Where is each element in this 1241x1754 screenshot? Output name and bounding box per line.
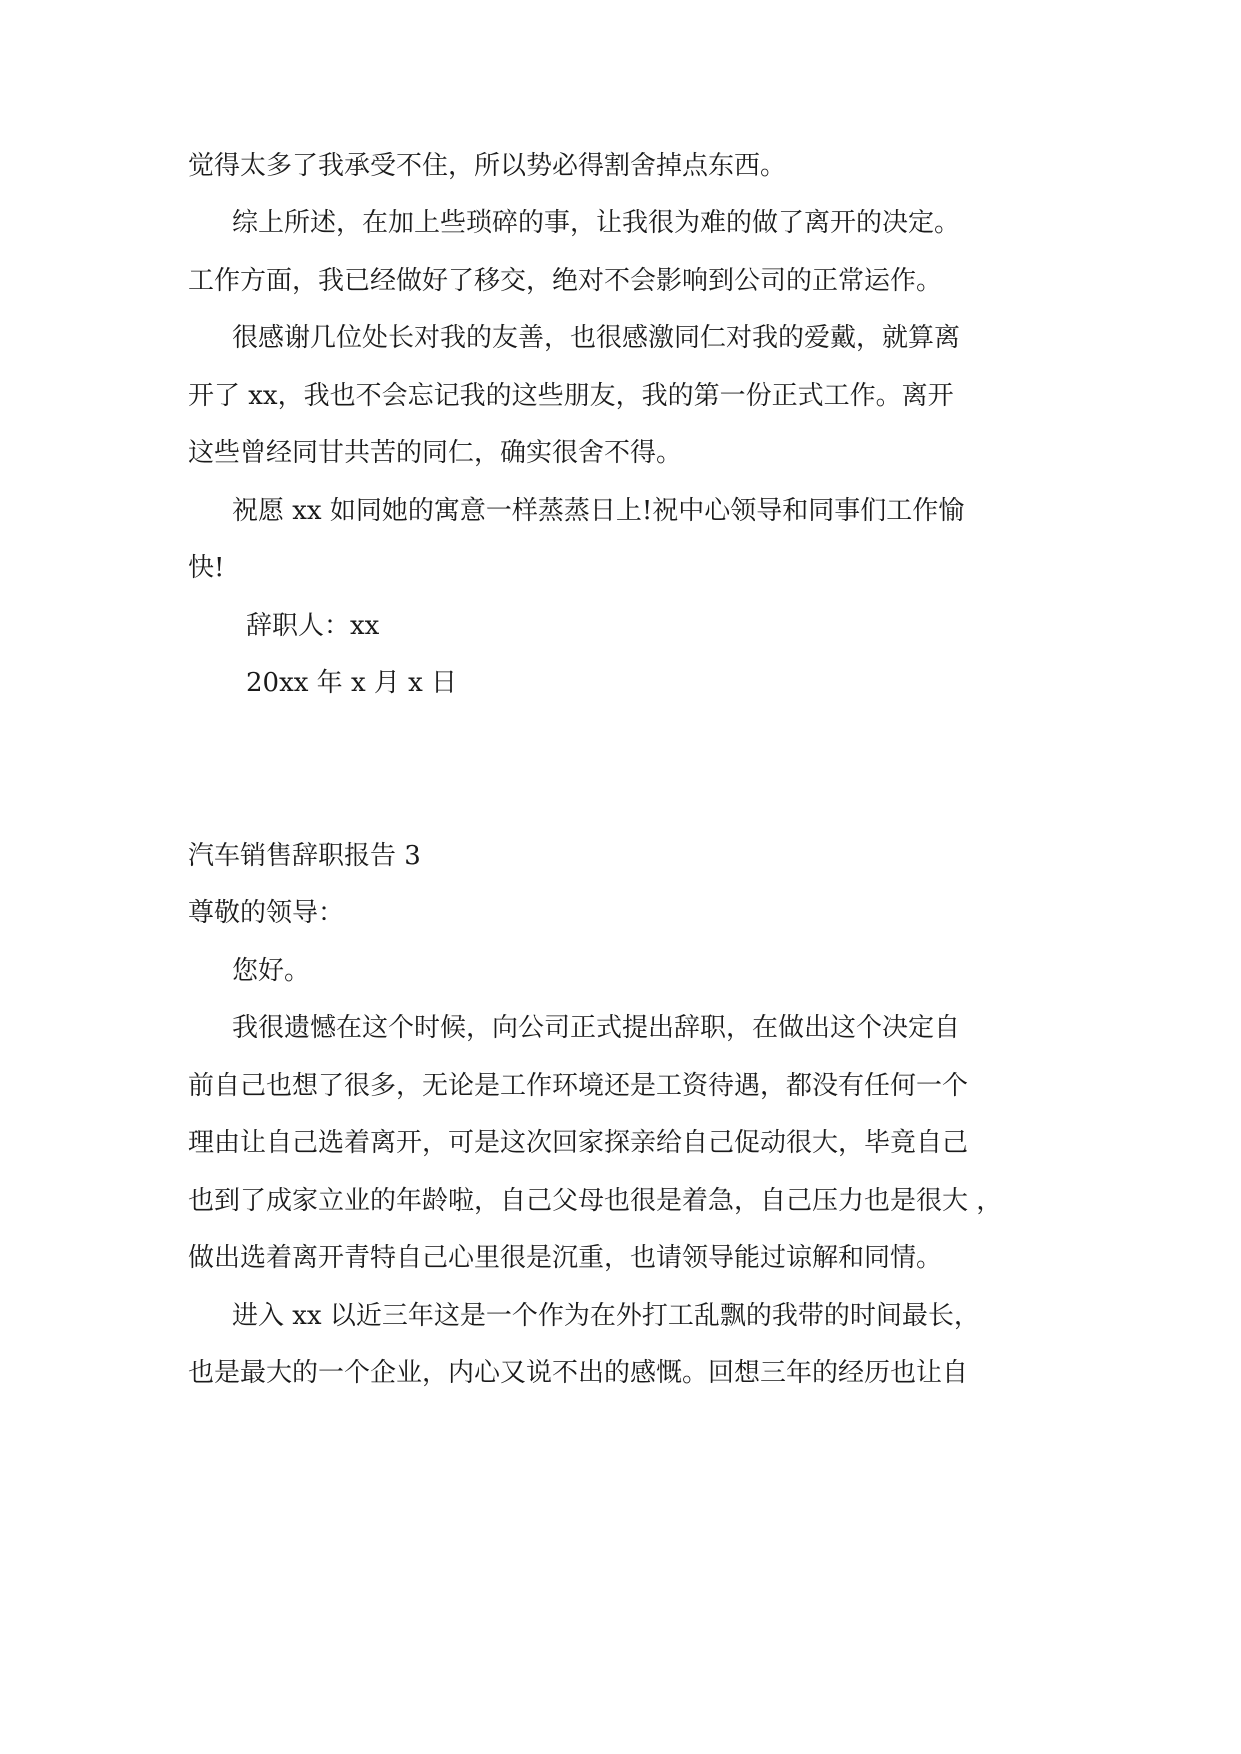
- section-title: 汽车销售辞职报告 3: [188, 841, 421, 871]
- paragraph-line: 进入 xx 以近三年这是一个作为在外打工乱飘的我带的时间最长，: [232, 1301, 980, 1331]
- signature-name: 辞职人：xx: [246, 611, 380, 641]
- paragraph-line: 这些曾经同甘共苦的同仁，确实很舍不得。: [188, 438, 683, 468]
- signature-date: 20xx 年 x 月 x 日: [246, 668, 458, 698]
- paragraph-line: 祝愿 xx 如同她的寓意一样蒸蒸日上!祝中心领导和同事们工作愉: [232, 496, 965, 526]
- paragraph-line: 很感谢几位处长对我的友善，也很感激同仁对我的爱戴，就算离: [232, 323, 961, 353]
- paragraph-line: 我很遗憾在这个时候，向公司正式提出辞职，在做出这个决定自: [232, 1013, 961, 1043]
- paragraph-line: 做出选着离开青特自己心里很是沉重，也请领导能过谅解和同情。: [188, 1243, 943, 1273]
- paragraph-line: 工作方面，我已经做好了移交，绝对不会影响到公司的正常运作。: [188, 266, 943, 296]
- paragraph-line: 综上所述，在加上些琐碎的事，让我很为难的做了离开的决定。: [232, 208, 961, 238]
- paragraph-line: 觉得太多了我承受不住，所以势必得割舍掉点东西。: [188, 151, 787, 181]
- paragraph-line: 理由让自己选着离开，可是这次回家探亲给自己促动很大，毕竟自己: [188, 1128, 969, 1158]
- paragraph-line: 也到了成家立业的年龄啦，自己父母也很是着急，自己压力也是很大 ，: [188, 1186, 1003, 1216]
- paragraph-line: 也是最大的一个企业，内心又说不出的感慨。回想三年的经历也让自: [188, 1358, 969, 1388]
- salutation: 尊敬的领导：: [188, 898, 345, 928]
- paragraph-line: 快!: [188, 553, 225, 583]
- greeting: 您好。: [232, 956, 311, 986]
- paragraph-line: 开了 xx，我也不会忘记我的这些朋友，我的第一份正式工作。离开: [188, 381, 954, 411]
- paragraph-line: 前自己也想了很多，无论是工作环境还是工资待遇，都没有任何一个: [188, 1071, 969, 1101]
